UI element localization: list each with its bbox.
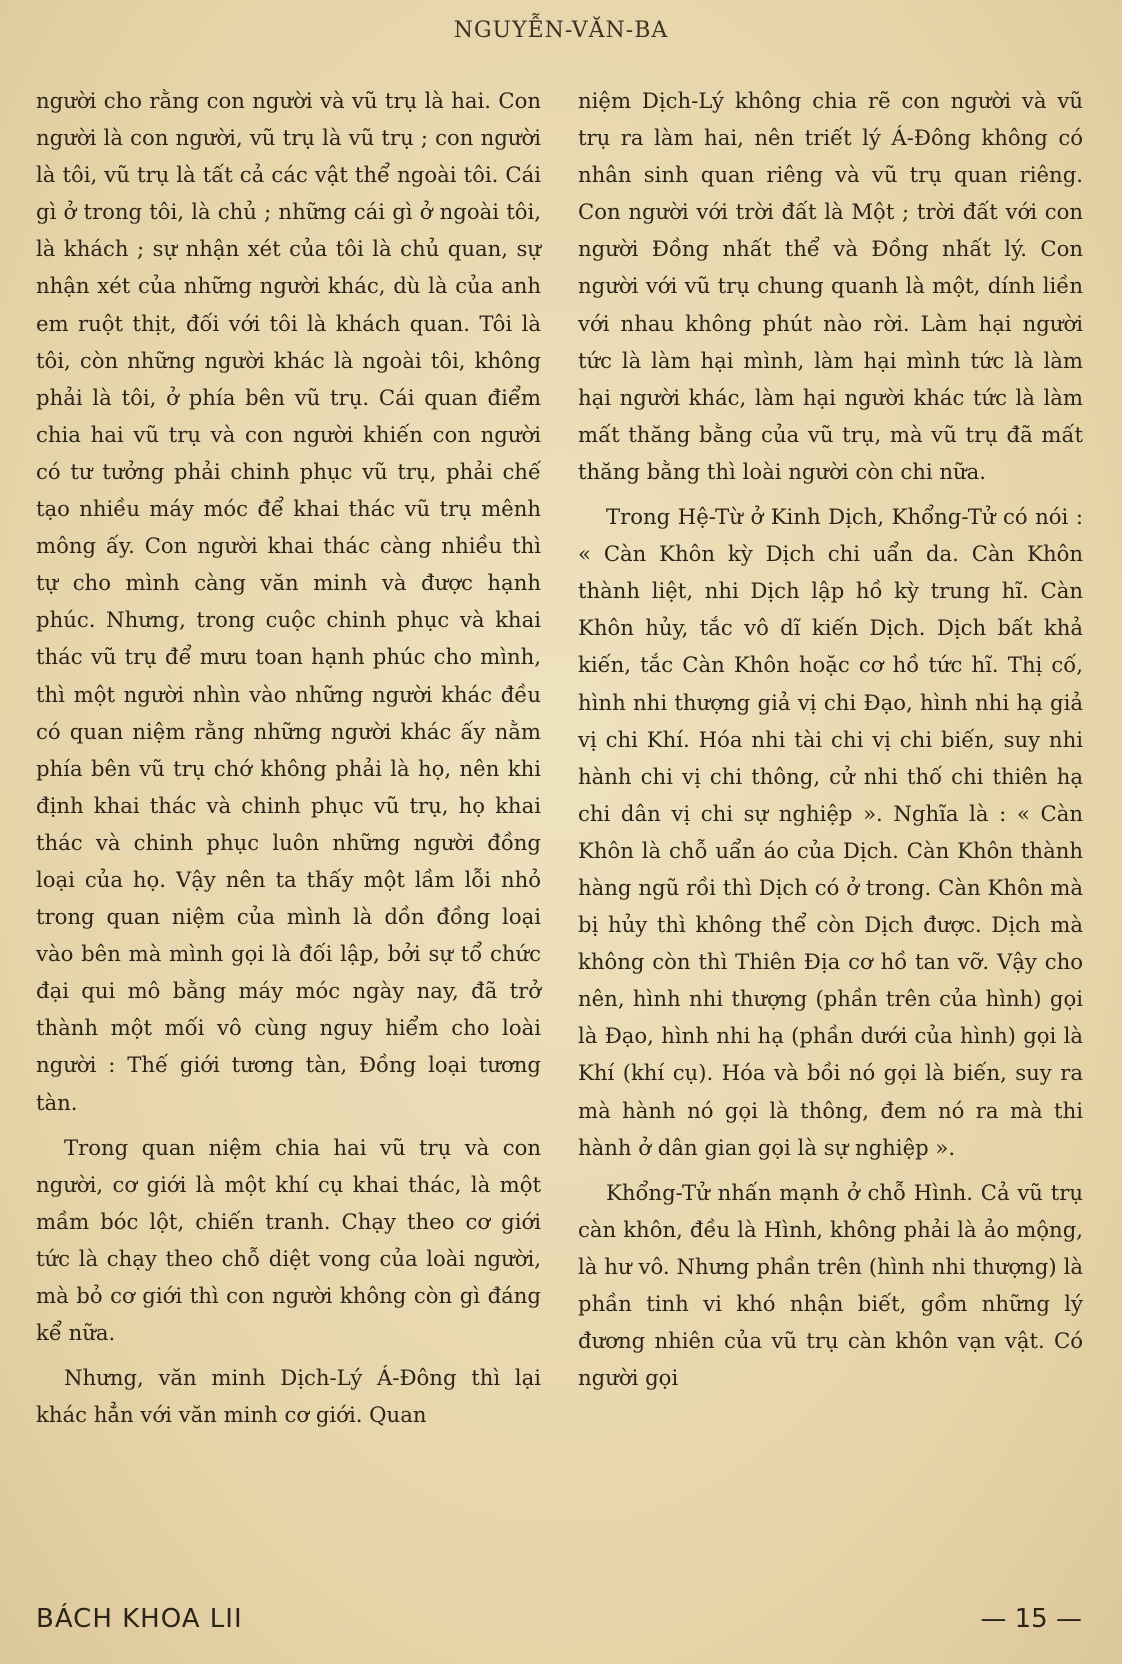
left-column: [36, 82, 541, 1433]
paragraph: niệm Dịch-Lý không chia rẽ con người và vũ trụ ra làm hai, nên triết lý Á-Đông không có nhân sinh quan riêng và vũ trụ quan riêng. Con người với trời đất là Một ; trời đất với con người Đồng nhất thể và Đồng nhất lý. Con người với vũ trụ chung quanh là một, dính liền với nhau không phút nào rời. Làm hại người tức là làm hại mình, làm hại mình tức là làm hại người khác, làm hại người khác tức là làm mất thăng bằng của vũ trụ, mà vũ trụ đã mất thăng bằng thì loài người còn chi nữa.: [578, 88, 1083, 484]
paragraph: Khổng-Tử nhấn mạnh ở chỗ Hình. Cả vũ trụ càn khôn, đều là Hình, không phải là ảo mộng, là hư vô. Nhưng phần trên (hình nhi thượng) là phần tinh vi khó nhận biết, gồm những lý đương nhiên của vũ trụ càn khôn vạn vật. Có người gọi: [578, 1179, 1083, 1391]
page-header-author: NGUYỄN-VĂN-BA: [453, 18, 669, 43]
paragraph: người cho rằng con người và vũ trụ là hai. Con người là con người, vũ trụ là vũ trụ ; con người là tôi, vũ trụ là tất cả các vật thể ngoài tôi. Cái gì ở trong tôi, là chủ ; những cái gì ở ngoài tôi, là khách ; sự nhận xét của tôi là chủ quan, sự nhận xét của những người khác, dù là của anh em ruột thịt, đối với tôi là khách quan. Tôi là tôi, còn những người khác là ngoài tôi, không phải là tôi, ở phía bên vũ trụ. Cái quan điểm chia hai vũ trụ và con người khiến con người có tư tưởng phải chinh phục vũ trụ, phải chế tạo nhiều máy móc để khai thác vũ trụ mênh mông ấy. Con người khai thác càng nhiều thì tự cho mình càng văn minh và được hạnh phúc. Nhưng, trong cuộc chinh phục và khai thác vũ trụ để mưu toan hạnh phúc cho mình, thì một người nhìn vào những người khác đều có quan niệm rằng những người khác ấy nằm phía bên vũ trụ chớ không phải là họ, nên khi định khai thác và chinh phục vũ trụ, họ khai thác và chinh phục luôn những người đồng loại của họ. Vậy nên ta thấy một lầm lỗi nhỏ trong quan niệm của mình là dồn đồng loại vào bên mà mình gọi là đối lập, bởi sự tổ chức đại qui mô bằng máy móc ngày nay, đã trở thành một mối vô cùng nguy hiểm cho loài người : Thế giới tương tàn, Đồng loại tương tàn.: [36, 88, 541, 1115]
publication-name: BÁCH KHOA LII: [36, 1604, 243, 1634]
paragraph: Trong quan niệm chia hai vũ trụ và con người, cơ giới là một khí cụ khai thác, là một mầm bóc lột, chiến tranh. Chạy theo cơ giới tức là chạy theo chỗ diệt vong của loài người, mà bỏ cơ giới thì con người không còn gì đáng kể nữa.: [36, 1134, 541, 1346]
right-column: [578, 82, 1083, 1396]
paragraph: Trong Hệ-Từ ở Kinh Dịch, Khổng-Tử có nói : « Càn Khôn kỳ Dịch chi uẩn da. Càn Khôn thành liệt, nhi Dịch lập hồ kỳ trung hĩ. Càn Khôn hủy, tắc vô dĩ kiến Dịch. Dịch bất khả kiến, tắc Càn Khôn hoặc cơ hồ tức hĩ. Thị cố, hình nhi thượng giả vị chi Đạo, hình nhi hạ giả vị chi Khí. Hóa nhi tài chi vị chi biến, suy nhi hành chi vị chi thông, cử nhi thố chi thiên hạ chi dân vị chi sự nghiệp ». Nghĩa là : « Càn Khôn là chỗ uẩn áo của Dịch. Càn Khôn thành hàng ngũ rồi thì Dịch có ở trong. Càn Khôn mà bị hủy thì không thể còn Dịch được. Dịch mà không còn thì Thiên Địa cơ hồ tan vỡ. Vậy cho nên, hình nhi thượng (phần trên của hình) gọi là Đạo, hình nhi hạ (phần dưới của hình) gọi là Khí (khí cụ). Hóa và bồi nó gọi là biến, suy ra mà hành nó gọi là thông, đem nó ra mà thi hành ở dân gian gọi là sự nghiệp ».: [578, 504, 1083, 1160]
page-number: — 15 —: [980, 1604, 1082, 1634]
paragraph: Nhưng, văn minh Dịch-Lý Á-Đông thì lại khác hẳn với văn minh cơ giới. Quan: [36, 1365, 541, 1428]
